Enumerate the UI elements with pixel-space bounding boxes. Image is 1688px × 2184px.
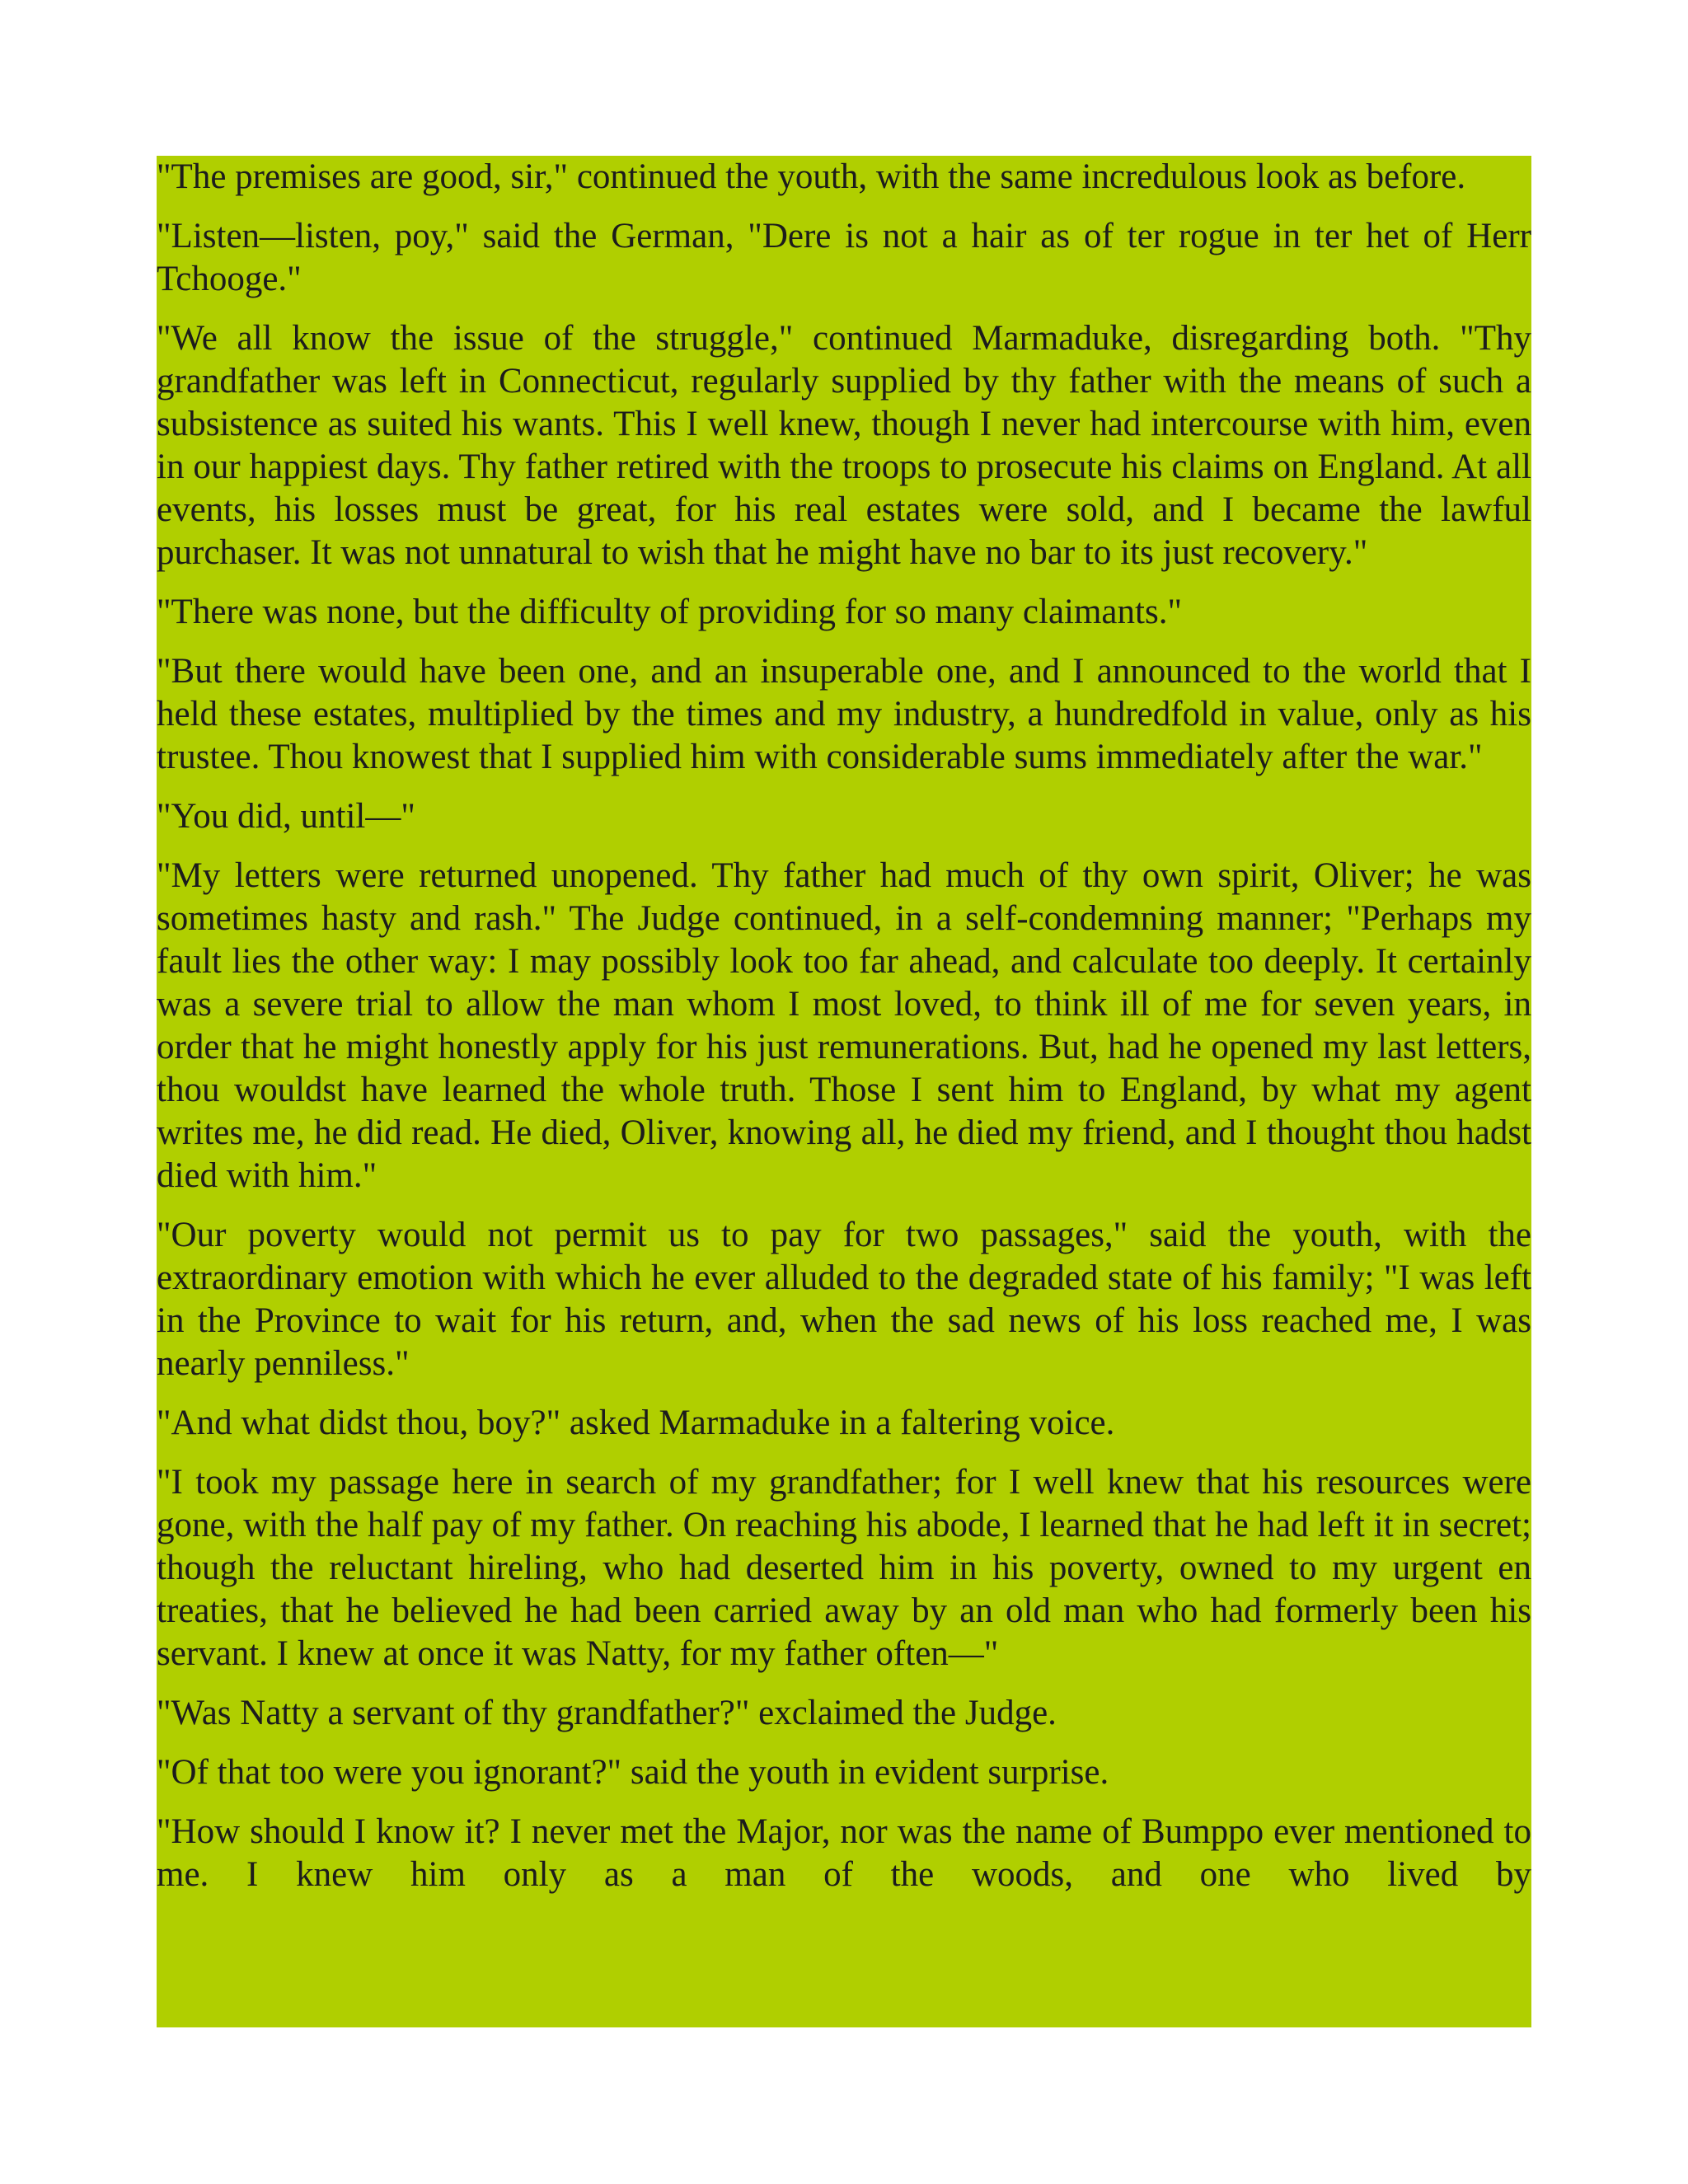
paragraph-12: "Of that too were you ignorant?" said the youth in evident surprise. <box>157 1753 1109 1792</box>
paragraph-4: "There was none, but the difficulty of providing for so many claimants." <box>157 593 1182 631</box>
paragraph-6: "You did, until—" <box>157 797 415 836</box>
paragraph-7: "My letters were returned unopened. Thy father had much of thy own spirit, Oliver; he was sometimes hasty and rash." The Judge continued, in a self-condemning manner; "Perhaps my fault lies the other way: I may possibly look too far ahead, and calculate too deeply. It certainly was a severe trial to allow the man whom I most loved, to think ill of me for seven years, in order that he might honestly apply for his just remunerations. But, had he opened my last letters, thou wouldst have learned the whole truth. Those I sent him to England, by what my agent writes me, he did read. He died, Oliver, knowing all, he died my friend, and I thought thou hadst died with him." <box>157 856 1531 1195</box>
highlighted-text-block <box>157 156 1531 2027</box>
paragraph-3: "We all know the issue of the struggle," continued Marmaduke, disregarding both. "Thy grandfather was left in Connecticut, regularly supplied by thy father with the means of such a subsistence as suited his wants. This I well knew, though I never had intercourse with him, even in our happiest days. Thy father retired with the troops to prosecute his claims on England. At all events, his losses must be great, for his real estates were sold, and I became the lawful purchaser. It was not unnatural to wish that he might have no bar to its just recovery." <box>157 319 1531 572</box>
paragraph-10: "I took my passage here in search of my grandfather; for I well knew that his resources were gone, with the half pay of my father. On reaching his abode, I learned that he had left it in secret; though the reluctant hireling, who had deserted him in his poverty, owned to my urgent en treaties, that he believed he had been carried away by an old man who had formerly been his servant. I knew at once it was Natty, for my father often—" <box>157 1463 1531 1673</box>
paragraph-2: "Listen—listen, poy," said the German, "Dere is not a hair as of ter rogue in ter het of Herr Tchooge." <box>157 217 1531 298</box>
paragraph-8: "Our poverty would not permit us to pay for two passages," said the youth, with the extraordinary emotion with which he ever alluded to the degraded state of his family; "I was left in the Province to wait for his return, and, when the sad news of his loss reached me, I was nearly penniless." <box>157 1216 1531 1383</box>
paragraph-11: "Was Natty a servant of thy grandfather?" exclaimed the Judge. <box>157 1694 1057 1732</box>
paragraph-5: "But there would have been one, and an insuperable one, and I announced to the world that I held these estates, multiplied by the times and my industry, a hundredfold in value, only as his trustee. Thou knowest that I supplied him with considerable sums immediately after the war." <box>157 652 1531 776</box>
paragraph-13: "How should I know it? I never met the Major, nor was the name of Bumppo ever mentioned to me. I knew him only as a man of the woods, and one who lived by <box>157 1812 1531 1894</box>
paragraph-9: "And what didst thou, boy?" asked Marmaduke in a faltering voice. <box>157 1404 1115 1442</box>
paragraph-1: "The premises are good, sir," continued the youth, with the same incredulous look as before. <box>157 157 1466 196</box>
